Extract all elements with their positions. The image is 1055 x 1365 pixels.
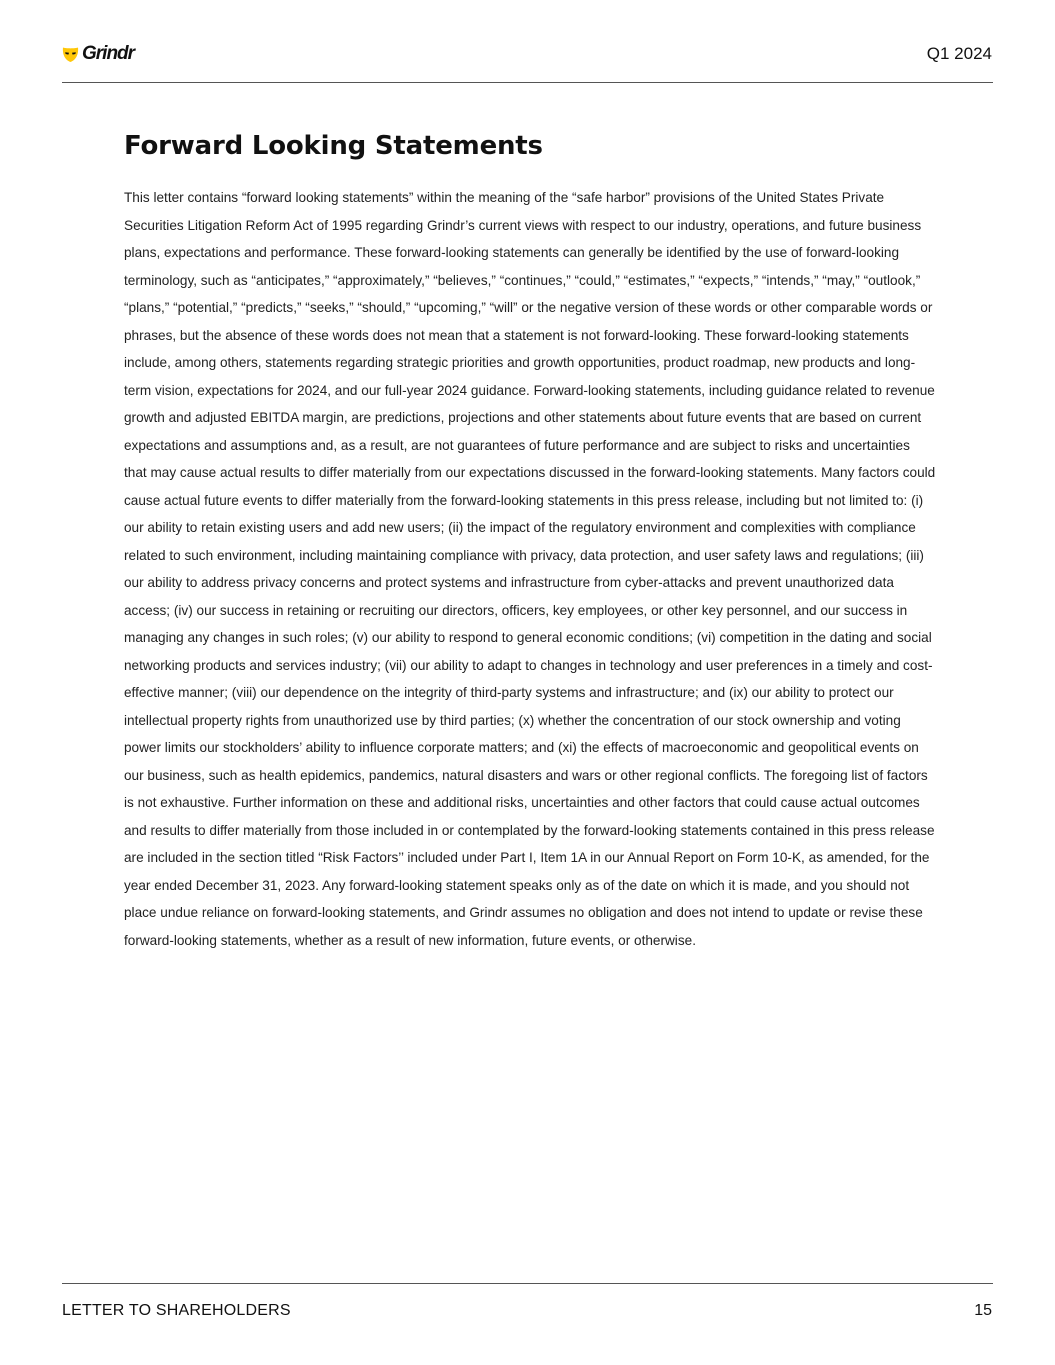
- grindr-mask-icon: [62, 46, 79, 63]
- page-footer: [62, 1300, 993, 1324]
- report-quarter: Q1 2024: [926, 44, 992, 63]
- section-title: Forward Looking Statements: [124, 131, 543, 161]
- logo-wordmark: Grindr: [82, 43, 135, 64]
- page-number: 15: [974, 1302, 992, 1319]
- main-content: [124, 126, 936, 954]
- grindr-logo: [62, 43, 134, 65]
- disclaimer-paragraph: This letter contains “forward looking statements” within the meaning of the “safe harbor” provisions of the United States Private Securities Litigation Reform Act of 1995 regarding Grindr’s current views with respect to our industry, operations, and future business plans, expectations and performance. These forward-looking statements can generally be identified by the use of forward-looking terminology, such as “anticipates,” “approximately,” “believes,” “continues,” “could,” “estimates,” “expects,” “intends,” “may,” “outlook,” “plans,” “potential,” “predicts,” “seeks,” “should,” “upcoming,” “will” or the negative version of these words or other comparable words or phrases, but the absence of these words does not mean that a statement is not forward-looking. These forward-looking statements include, among others, statements regarding strategic priorities and growth opportunities, product roadmap, new products and long-term vision, expectations for 2024, and our full-year 2024 guidance. Forward-looking statements, including guidance related to revenue growth and adjusted EBITDA margin, are predictions, projections and other statements about future events that are based on current expectations and assumptions and, as a result, are not guarantees of future performance and are subject to risks and uncertainties that may cause actual results to differ materially from our expectations discussed in the forward-looking statements. Many factors could cause actual future events to differ materially from the forward-looking statements in this press release, including but not limited to: (i) our ability to retain existing users and add new users; (ii) the impact of the regulatory environment and complexities with compliance related to such environment, including maintaining compliance with privacy, data protection, and user safety laws and regulations; (iii) our ability to address privacy concerns and protect systems and infrastructure from cyber-attacks and prevent unauthorized data access; (iv) our success in retaining or recruiting our directors, officers, key employees, or other key personnel, and our success in managing any changes in such roles; (v) our ability to respond to general economic conditions; (vi) competition in the dating and social networking products and services industry; (vii) our ability to adapt to changes in technology and user preferences in a timely and cost-effective manner; (viii) our dependence on the integrity of third-party systems and infrastructure; and (ix) our ability to protect our intellectual property rights from unauthorized use by third parties; (x) whether the concentration of our stock ownership and voting power limits our stockholders’ ability to influence corporate matters; and (xi) the effects of macroeconomic and geopolitical events on our business, such as health epidemics, pandemics, natural disasters and wars or other regional conflicts. The foregoing list of factors is not exhaustive. Further information on these and additional risks, uncertainties and other factors that could cause actual outcomes and results to differ materially from those included in or contemplated by the forward-looking statements contained in this press release are included in the section titled “Risk Factors’’ included under Part I, Item 1A in our Annual Report on Form 10-K, as amended, for the year ended December 31, 2023. Any forward-looking statement speaks only as of the date on which it is made, and you should not place undue reliance on forward-looking statements, and Grindr assumes no obligation and does not intend to update or revise these forward-looking statements, whether as a result of new information, future events, or otherwise.: [124, 190, 936, 948]
- footer-label: LETTER TO SHAREHOLDERS: [62, 1302, 291, 1319]
- header-divider: [62, 82, 993, 83]
- footer-divider: [62, 1283, 993, 1284]
- page-header: [62, 36, 993, 72]
